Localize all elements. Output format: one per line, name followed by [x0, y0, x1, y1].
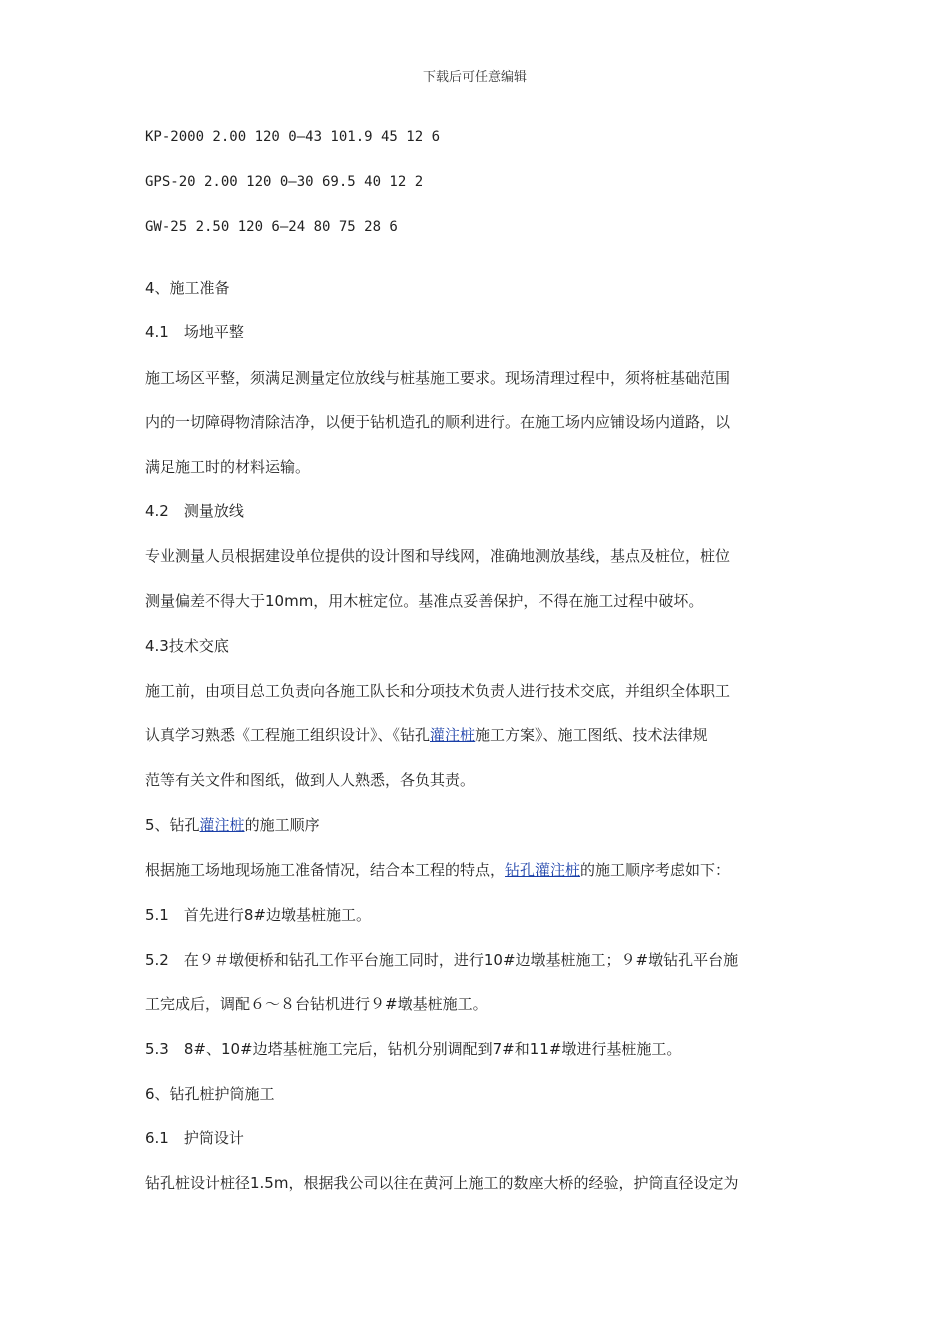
- table-row: GW-25 2.50 120 6—24 80 75 28 6: [145, 219, 398, 235]
- page-header: 下载后可任意编辑: [422, 70, 527, 85]
- text-span: 5、钻孔: [145, 816, 200, 834]
- paragraph-line: 内的一切障碍物清除洁净，以便于钻机造孔的顺利进行。在施工场内应铺设场内道路，以: [145, 413, 731, 431]
- subsection-heading: 4.1 场地平整: [145, 323, 244, 341]
- paragraph-line: 5.1 首先进行8#边墩基桩施工。: [145, 906, 371, 924]
- paragraph-line: 范等有关文件和图纸，做到人人熟悉，各负其责。: [145, 771, 476, 789]
- text-span: 认真学习熟悉《工程施工组织设计》、《钻孔: [145, 726, 431, 744]
- subsection-heading: 4.3技术交底: [145, 637, 229, 655]
- bored-pile-link[interactable]: 钻孔灌注桩: [505, 861, 581, 879]
- paragraph-line: [145, 725, 805, 745]
- table-row: GPS-20 2.00 120 0—30 69.5 40 12 2: [145, 174, 424, 190]
- subsection-heading: 6.1 护筒设计: [145, 1129, 244, 1147]
- pile-link[interactable]: 灌注桩: [430, 726, 476, 744]
- pile-link[interactable]: 灌注桩: [199, 816, 245, 834]
- paragraph-line: 钻孔桩设计桩径1.5m，根据我公司以往在黄河上施工的数座大桥的经验，护筒直径设定为: [145, 1174, 739, 1192]
- paragraph-line: 施工前，由项目总工负责向各施工队长和分项技术负责人进行技术交底，并组织全体职工: [145, 682, 731, 700]
- paragraph-line: 5.3 8#、10#边塔基桩施工完后，钻机分别调配到7#和11#墩进行基桩施工。: [145, 1040, 682, 1058]
- section-heading: [145, 815, 805, 835]
- text-span: 的施工顺序考虑如下：: [580, 861, 731, 879]
- table-row: KP-2000 2.00 120 0—43 101.9 45 12 6: [145, 129, 441, 145]
- paragraph-line: 工完成后，调配６～８台钻机进行９#墩基桩施工。: [145, 995, 488, 1013]
- paragraph-line: 满足施工时的材料运输。: [145, 458, 311, 476]
- section-heading: 4、施工准备: [145, 279, 230, 297]
- section-heading: 6、钻孔桩护筒施工: [145, 1085, 275, 1103]
- text-span: 的施工顺序: [244, 816, 320, 834]
- paragraph-line: 5.2 在９＃墩便桥和钻孔工作平台施工同时，进行10#边墩基桩施工；９#墩钻孔平台施: [145, 951, 739, 969]
- paragraph-line: 测量偏差不得大于10mm，用木桩定位。基准点妥善保护，不得在施工过程中破坏。: [145, 592, 704, 610]
- paragraph-line: 施工场区平整，须满足测量定位放线与桩基施工要求。现场清理过程中，须将桩基础范围: [145, 369, 731, 387]
- paragraph-line: 专业测量人员根据建设单位提供的设计图和导线网，准确地测放基线，基点及桩位，桩位: [145, 547, 731, 565]
- paragraph-line: [145, 860, 805, 880]
- subsection-heading: 4.2 测量放线: [145, 502, 244, 520]
- text-span: 施工方案》、施工图纸、技术法律规: [475, 726, 708, 744]
- text-span: 根据施工场地现场施工准备情况，结合本工程的特点，: [145, 861, 506, 879]
